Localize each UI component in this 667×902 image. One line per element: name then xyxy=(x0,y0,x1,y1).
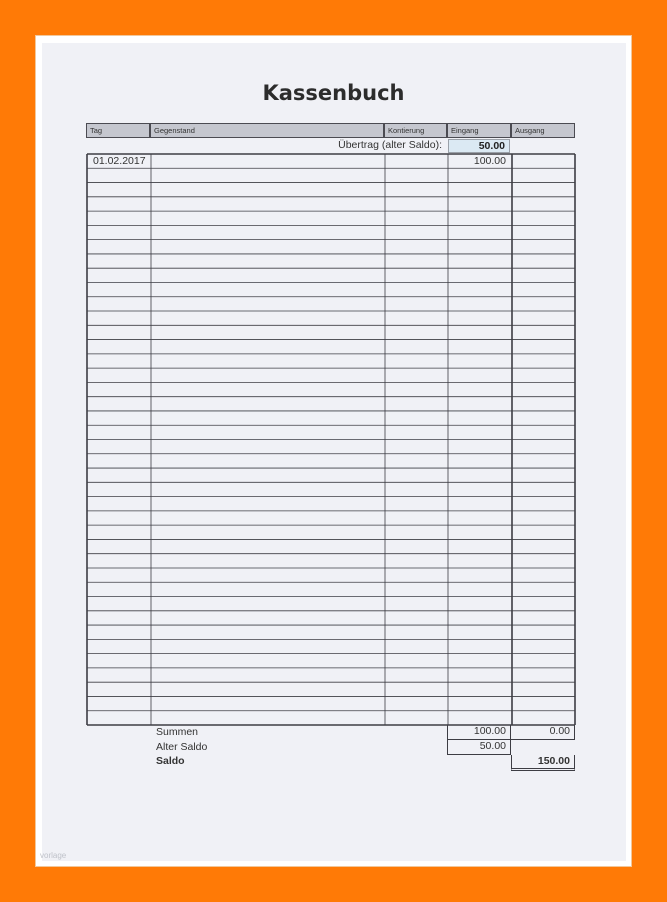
alter-saldo-value: 50.00 xyxy=(447,740,511,755)
carryover-label: Übertrag (alter Saldo): xyxy=(338,139,442,151)
watermark: vorlage xyxy=(40,851,67,860)
summen-eingang: 100.00 xyxy=(447,725,511,740)
header-gegenstand: Gegenstand xyxy=(150,123,384,138)
header-kontierung: Kontierung xyxy=(384,123,447,138)
alter-saldo-label: Alter Saldo xyxy=(156,741,208,753)
row-1-tag[interactable]: 01.02.2017 xyxy=(93,155,146,167)
page-title: Kassenbuch xyxy=(262,81,405,105)
header-ausgang: Ausgang xyxy=(511,123,575,138)
header-tag: Tag xyxy=(86,123,150,138)
header-eingang: Eingang xyxy=(447,123,511,138)
saldo-value: 150.00 xyxy=(511,755,575,771)
ledger-grid xyxy=(86,153,576,727)
carryover-value[interactable]: 50.00 xyxy=(448,139,510,153)
summen-label: Summen xyxy=(156,726,199,738)
summen-ausgang: 0.00 xyxy=(511,725,575,740)
saldo-label: Saldo xyxy=(156,755,185,767)
row-1-eingang[interactable]: 100.00 xyxy=(473,155,506,167)
